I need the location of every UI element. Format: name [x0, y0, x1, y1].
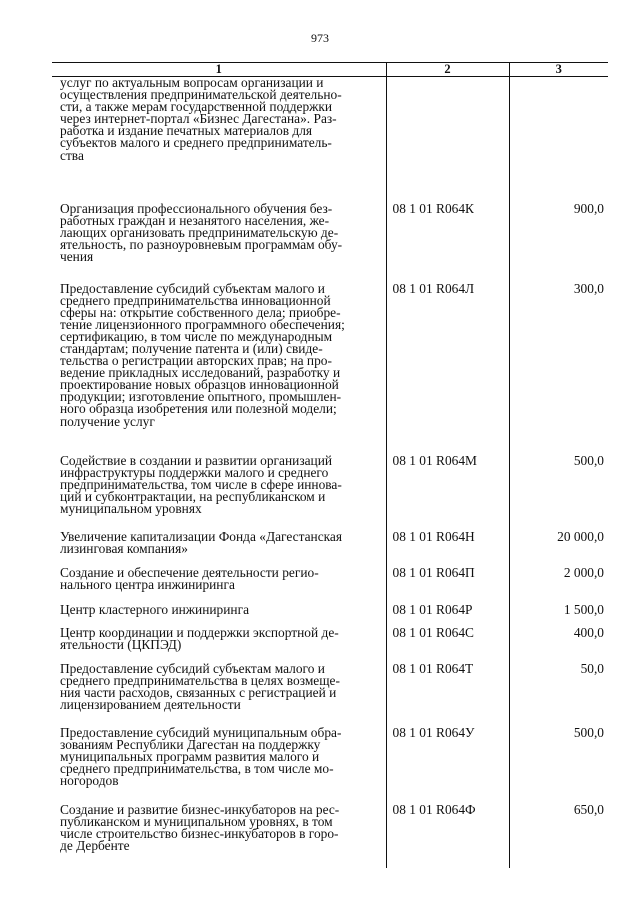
row-amount: 20 000,0 — [509, 531, 608, 567]
table-row — [52, 663, 608, 727]
page-number: 973 — [311, 31, 329, 45]
budget-table — [52, 62, 608, 868]
row-code: 08 1 01 R064М — [386, 455, 509, 531]
column-header-name: 1 — [52, 63, 386, 77]
row-code: 08 1 01 R064Р — [386, 604, 509, 627]
row-name: Центр кластерного инжиниринга — [52, 604, 386, 627]
row-name: Организация профессионального обучения без- работных граждан и незанятого населения, же- лающих организовать предпринимательскую де- ятельность, по разноуровневым программам обу- чения — [52, 203, 386, 283]
table-row — [52, 804, 608, 868]
table-row — [52, 604, 608, 627]
column-header-amount: 3 — [509, 63, 608, 77]
row-code: 08 1 01 R064С — [386, 627, 509, 663]
row-amount: 500,0 — [509, 727, 608, 804]
row-code: 08 1 01 R064Н — [386, 531, 509, 567]
row-amount: 400,0 — [509, 627, 608, 663]
row-name: Создание и развитие бизнес-инкубаторов на рес- публиканском и муниципальном уровнях, в том числе строительство бизнес-инкубаторов в горо- де Дербенте — [52, 804, 386, 868]
row-amount: 300,0 — [509, 283, 608, 455]
row-name: Центр координации и поддержки экспортной де- ятельности (ЦКПЭД) — [52, 627, 386, 663]
row-code: 08 1 01 R064У — [386, 727, 509, 804]
row-code — [386, 77, 509, 203]
table-row — [52, 627, 608, 663]
table-row — [52, 77, 608, 203]
row-name: Создание и обеспечение деятельности регио- нального центра инжиниринга — [52, 567, 386, 604]
row-name: Содействие в создании и развитии организаций инфраструктуры поддержки малого и среднего предпринимательства, том числе в сфере иннова- ций и субконтрактации, на республиканском и муниципальном уровнях — [52, 455, 386, 531]
row-name: Предоставление субсидий субъектам малого и среднего предпринимательства в целях возмеще- ния части расходов, связанных с регистрацией и лицензированием деятельности — [52, 663, 386, 727]
row-code: 08 1 01 R064К — [386, 203, 509, 283]
row-name: Предоставление субсидий субъектам малого и среднего предпринимательства инновационной сферы на: открытие собственного дела; приобре- тение лицензионного программного обеспечения; сертификацию, в том числе по международным стандартам; получение патента и (или) свиде- тельства о регистрации авторских прав; на про- ведение прикладных исследований, разработку и проектирование новых образцов инновационной продукции; изготовление опытного, промышлен- ного образца изобретения или полезной модели; получение услуг — [52, 283, 386, 455]
row-amount: 2 000,0 — [509, 567, 608, 604]
row-code: 08 1 01 R064Т — [386, 663, 509, 727]
row-amount: 650,0 — [509, 804, 608, 868]
table-row — [52, 455, 608, 531]
row-code: 08 1 01 R064П — [386, 567, 509, 604]
table-row — [52, 531, 608, 567]
column-header-code: 2 — [386, 63, 509, 77]
table-row — [52, 203, 608, 283]
row-amount: 1 500,0 — [509, 604, 608, 627]
row-name: услуг по актуальным вопросам организации и осуществления предпринимательской деятельно- сти, а также мерам государственной поддержки через интернет-портал «Бизнес Дагестана». Раз- работка и издание печатных материалов для субъектов малого и среднего предприниматель- ства — [52, 77, 386, 203]
row-amount: 500,0 — [509, 455, 608, 531]
row-amount: 900,0 — [509, 203, 608, 283]
table-row — [52, 727, 608, 804]
table-row — [52, 567, 608, 604]
row-amount: 50,0 — [509, 663, 608, 727]
row-name: Увеличение капитализации Фонда «Дагестанская лизинговая компания» — [52, 531, 386, 567]
row-code: 08 1 01 R064Ф — [386, 804, 509, 868]
row-code: 08 1 01 R064Л — [386, 283, 509, 455]
table-row — [52, 283, 608, 455]
row-amount — [509, 77, 608, 203]
row-name: Предоставление субсидий муниципальным обра- зованиям Республики Дагестан на поддержку муниципальных программ развития малого и среднего предпринимательства, в том числе мо- ногородов — [52, 727, 386, 804]
